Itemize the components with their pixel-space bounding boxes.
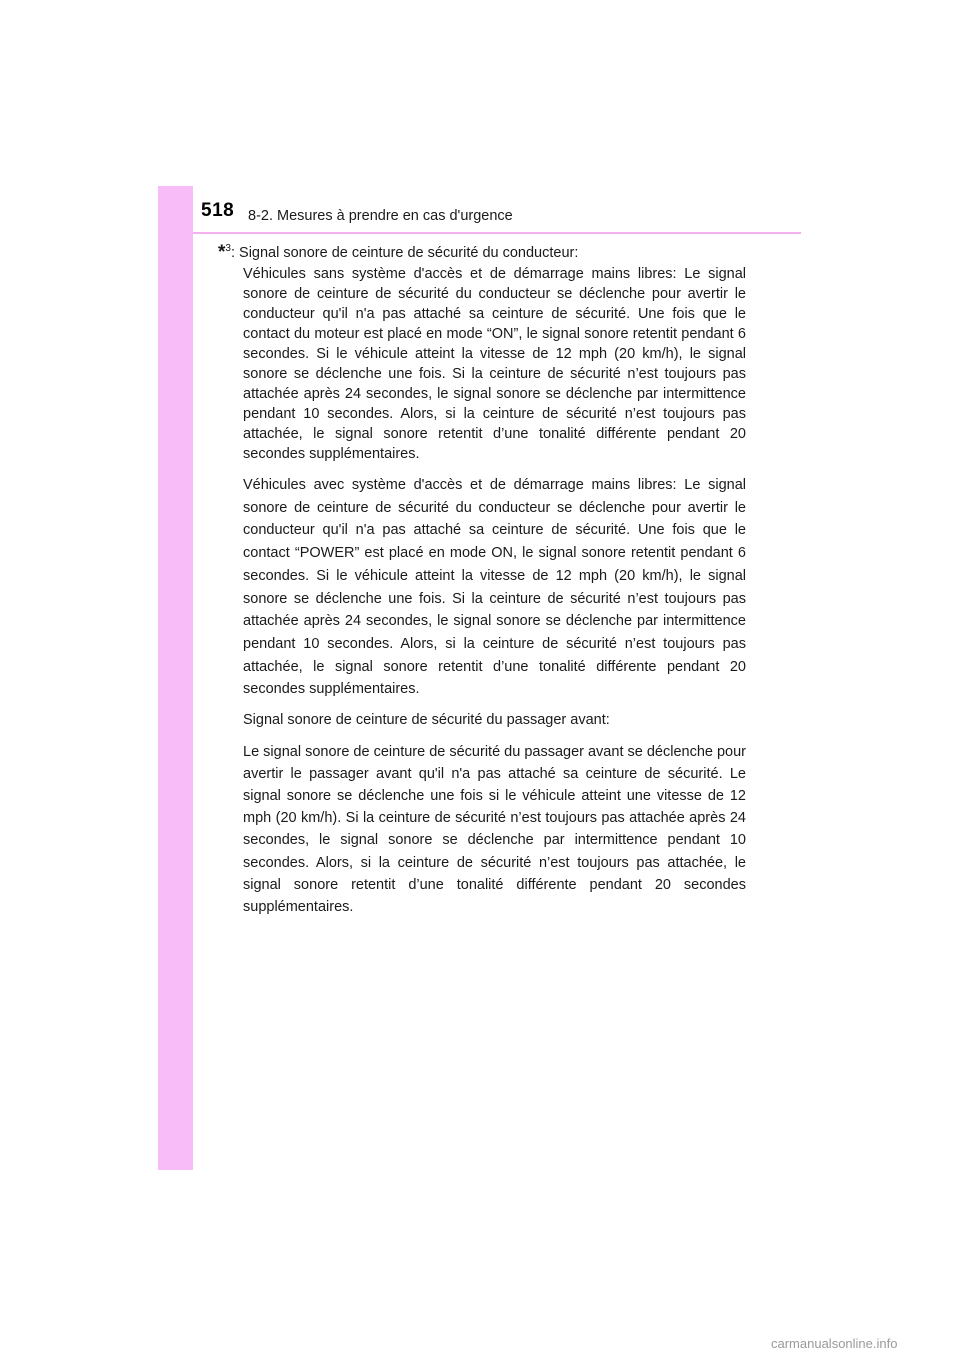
page-number: 518 — [201, 200, 235, 221]
paragraph-passenger: Le signal sonore de ceinture de sécurité du passager avant se déclenche pour avertir le passager avant qu'il n'a pas attaché sa ceinture de sécurité. Le signal sonore se déclenche une fois si le véhicule atteint une vitesse de 12 mph (20 km/h). Si la ceinture de sécurité n’est toujours pas attachée après 24 secondes, le signal sonore se déclenche par intermittence pendant 10 secondes. Alors, si la ceinture de sécurité n’est toujours pas attachée, le signal sonore retentit d’une tonalité différente pendant 20 secondes supplémentaires. — [243, 744, 746, 915]
note-heading-text: : Signal sonore de ceinture de sécurité du conducteur: — [230, 245, 579, 261]
section-title: 8-2. Mesures à prendre en cas d'urgence — [248, 208, 513, 224]
watermark-link[interactable]: carmanualsonline.info — [771, 1336, 898, 1351]
header-rule — [193, 232, 801, 234]
paragraph-with-smart-key: Véhicules avec système d'accès et de démarrage mains libres: Le signal sonore de ceinture de sécurité du conducteur se déclenche pour avertir le conducteur qu'il n'a pas attaché sa ceinture de sécurité. Une fois que le contact “POWER” est placé en mode ON, le signal sonore retentit pendant 6 secondes. Si le véhicule atteint la vitesse de 12 mph (20 km/h), le signal sonore se déclenche une fois. Si la ceinture de sécurité n’est toujours pas attachée après 24 secondes, le signal sonore se déclenche par intermittence pendant 10 secondes. Alors, si la ceinture de sécurité n’est toujours pas attachée, le signal sonore retentit d’une tonalité différente pendant 20 secondes supplémentaires. — [243, 477, 746, 698]
note-heading — [218, 238, 746, 264]
note-number: 3 — [225, 243, 231, 254]
side-tab-bar — [158, 186, 193, 1170]
paragraph-without-smart-key: Véhicules sans système d'accès et de démarrage mains libres: Le signal sonore de ceinture de sécurité du conducteur se déclenche pour avertir le conducteur qu'il n'a pas attaché sa ceinture de sécurité. Une fois que le contact du moteur est placé en mode “ON”, le signal sonore retentit pendant 6 secondes. Si le véhicule atteint la vitesse de 12 mph (20 km/h), le signal sonore se déclenche une fois. Si la ceinture de sécurité n’est toujours pas attachée après 24 secondes, le signal sonore se déclenche par intermittence pendant 10 secondes. Alors, si la ceinture de sécurité n’est toujours pas attachée, le signal sonore retentit d’une tonalité différente pendant 20 secondes supplémentaires. — [243, 266, 746, 462]
passenger-subheading: Signal sonore de ceinture de sécurité du passager avant: — [243, 712, 610, 729]
asterisk-marker: * — [218, 242, 226, 263]
note-block — [218, 238, 746, 918]
